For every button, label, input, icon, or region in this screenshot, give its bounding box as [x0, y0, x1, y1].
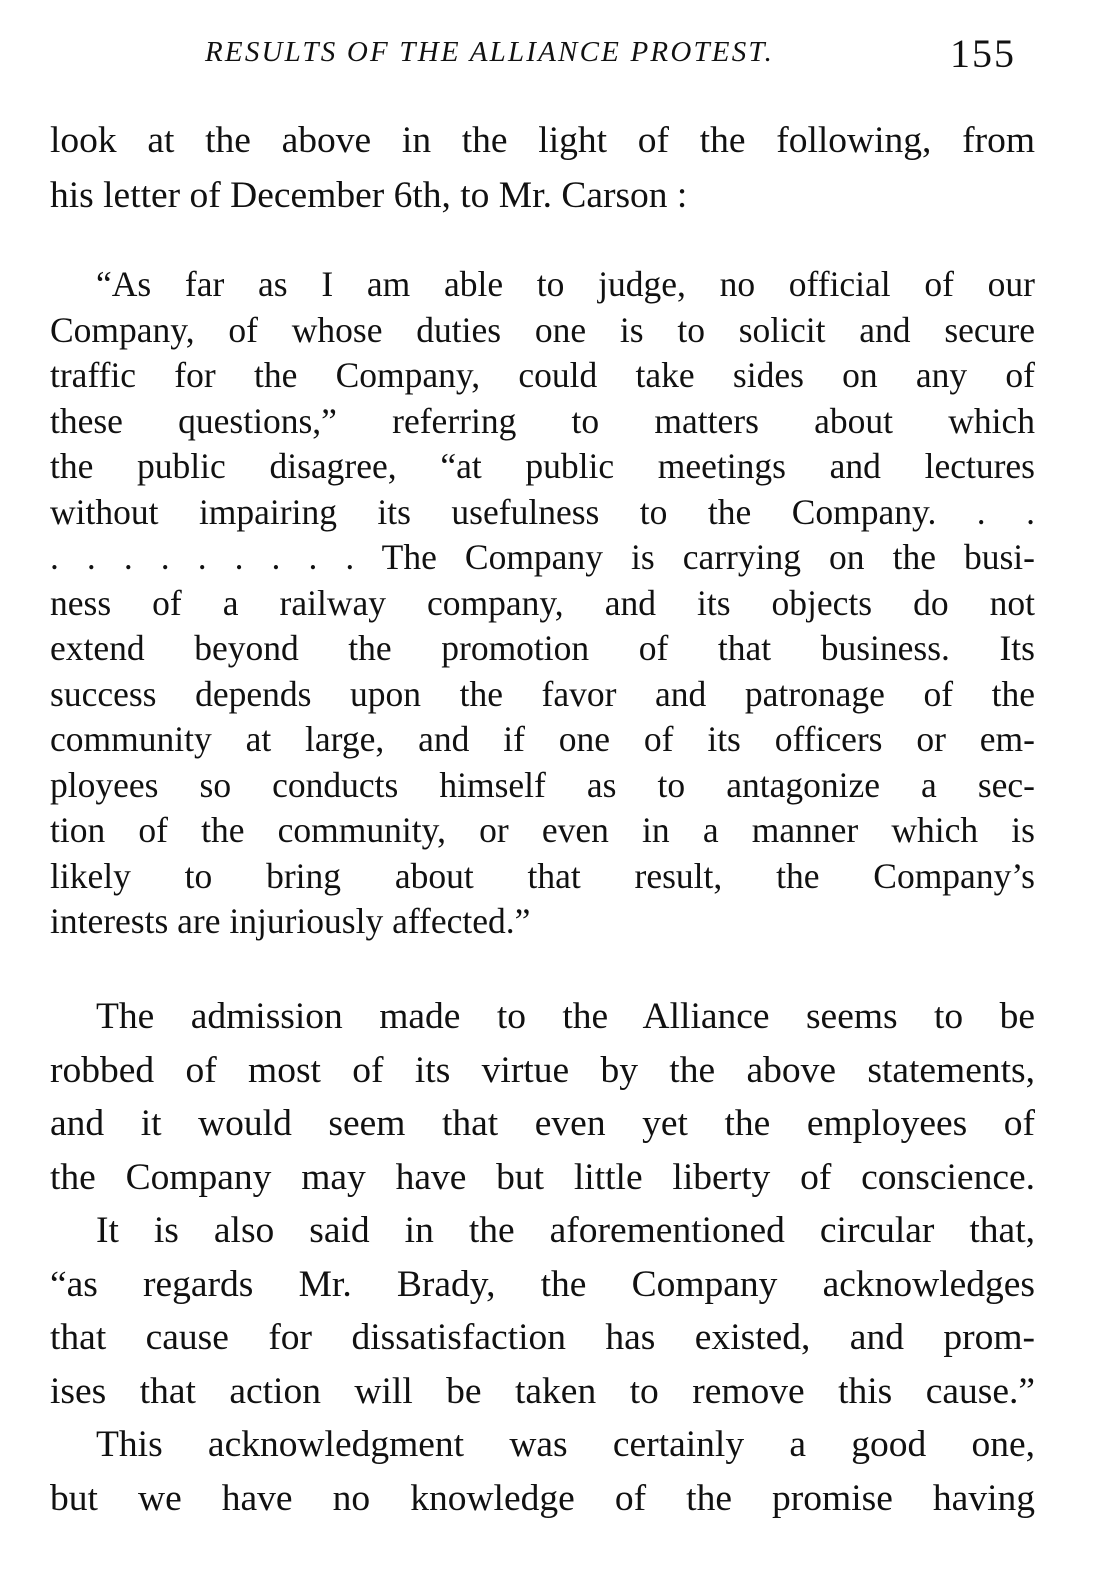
text-line: . . . . . . . . . The Company is carrying on the busi- [50, 537, 1035, 577]
text-line: “As far as I am able to judge, no official of our [96, 264, 1035, 304]
text-line: without impairing its usefulness to the Company. . . [50, 491, 1035, 532]
text-line: interests are injuriously affected.” [50, 901, 531, 941]
running-head [0, 30, 1096, 80]
text-line: traffic for the Company, could take sides on any of [50, 355, 1035, 395]
text-line: “as regards Mr. Brady, the Company acknowledges [50, 1263, 1035, 1305]
text-line: ises that action will be taken to remove this cause.” [50, 1370, 1035, 1412]
text-line: ness of a railway company, and its objects do not [50, 582, 1035, 623]
text-line: success depends upon the favor and patronage of the [50, 673, 1035, 714]
running-title: RESULTS OF THE ALLIANCE PROTEST. [205, 36, 775, 68]
text-line: the public disagree, “at public meetings and lectures [50, 446, 1035, 486]
text-line: that cause for dissatisfaction has existed, and prom- [50, 1317, 1035, 1358]
text-line: likely to bring about that result, the Company’s [50, 855, 1035, 896]
intro-paragraph [50, 113, 1035, 223]
text-line: robbed of most of its virtue by the above statements, [50, 1049, 1035, 1091]
body-paragraphs [50, 990, 1035, 1525]
page-number: 155 [950, 31, 1016, 76]
text-line: community at large, and if one of its officers or em- [50, 719, 1035, 759]
text-line: It is also said in the aforementioned circular that, [96, 1210, 1035, 1251]
text-line: This acknowledgment was certainly a good one, [96, 1424, 1035, 1465]
text-line: the Company may have but little liberty of conscience. [50, 1156, 1035, 1198]
text-line: The admission made to the Alliance seems to be [96, 996, 1035, 1037]
text-line: these questions,” referring to matters about which [50, 400, 1035, 441]
text-line: extend beyond the promotion of that business. Its [50, 628, 1035, 668]
text-line: tion of the community, or even in a manner which is [50, 810, 1035, 850]
text-line: ployees so conducts himself as to antagonize a sec- [50, 764, 1035, 805]
quoted-letter [50, 262, 1035, 945]
text-line: his letter of December 6th, to Mr. Carson : [50, 175, 688, 216]
text-line: and it would seem that even yet the employees of [50, 1103, 1035, 1144]
text-line: Company, of whose duties one is to solicit and secure [50, 309, 1035, 350]
text-line: but we have no knowledge of the promise having [50, 1477, 1035, 1519]
text-line: look at the above in the light of the following, from [50, 120, 1035, 161]
